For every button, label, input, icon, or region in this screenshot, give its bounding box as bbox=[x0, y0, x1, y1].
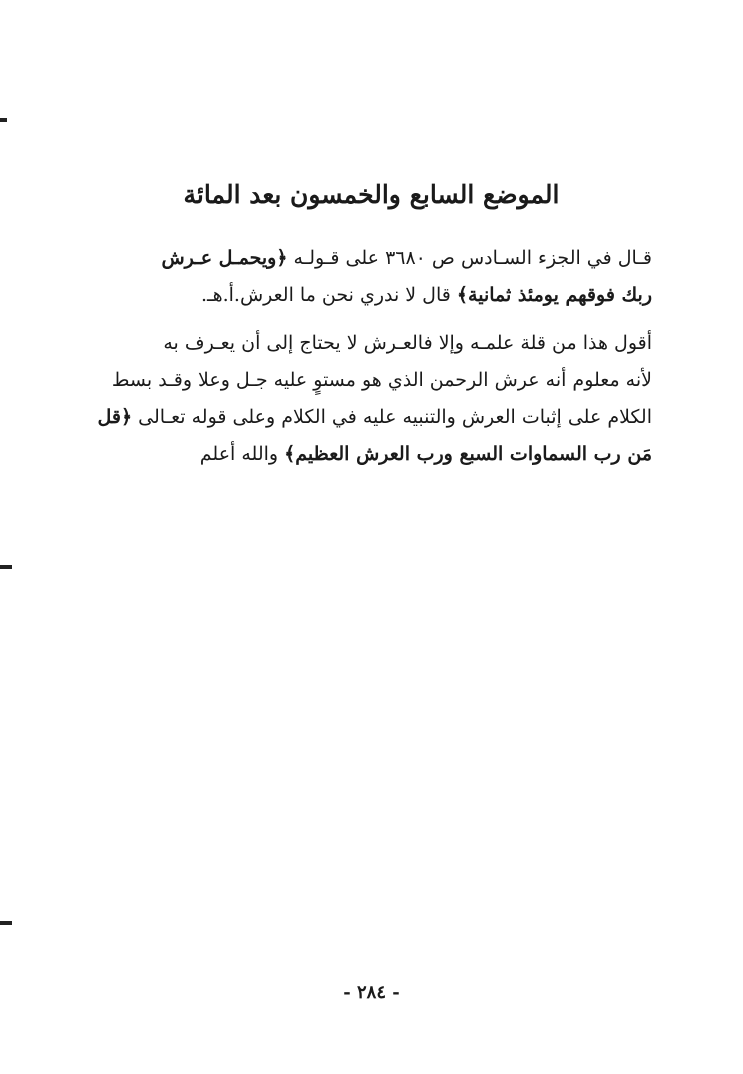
paragraph-line: أقول هذا من قلة علمـه وإلا فالعـرش لا يحتاج إلى أن يعـرف به bbox=[163, 332, 652, 354]
paragraph-line bbox=[92, 277, 652, 314]
paragraph-line bbox=[92, 240, 652, 277]
line-text: قـال في الجزء السـادس ص ٣٦٨٠ على قـولـه bbox=[287, 247, 652, 269]
quran-quote: مَن رب السماوات السبع ورب العرش العظيم﴾ bbox=[284, 443, 652, 465]
quran-quote: ربك فوقهم يومئذ ثمانية﴾ bbox=[456, 284, 652, 306]
paragraph-line bbox=[92, 399, 652, 436]
paragraph-1 bbox=[92, 240, 652, 314]
line-text: قال لا ندري نحن ما العرش.أ.هـ. bbox=[200, 284, 457, 306]
quran-quote: ﴿ويحمـل عـرش bbox=[161, 247, 288, 269]
line-text: الكلام على إثبات العرش والتنبيه عليه في الكلام وعلى قوله تعـالى bbox=[132, 406, 652, 428]
edge-mark bbox=[0, 921, 12, 925]
paragraph-line bbox=[92, 436, 652, 473]
edge-mark bbox=[0, 118, 7, 122]
paragraph-2 bbox=[92, 325, 652, 473]
paragraph-line: لأنه معلوم أنه عرش الرحمن الذي هو مستوٍ عليه جـل وعلا وقـد بسط bbox=[111, 369, 652, 391]
quran-quote: ﴿قل bbox=[97, 406, 133, 428]
line-text: والله أعلم bbox=[199, 443, 285, 465]
section-heading: الموضع السابع والخمسون بعد المائة bbox=[183, 180, 560, 209]
edge-mark bbox=[0, 565, 12, 569]
page-number: - ٢٨٤ - bbox=[343, 982, 400, 1003]
